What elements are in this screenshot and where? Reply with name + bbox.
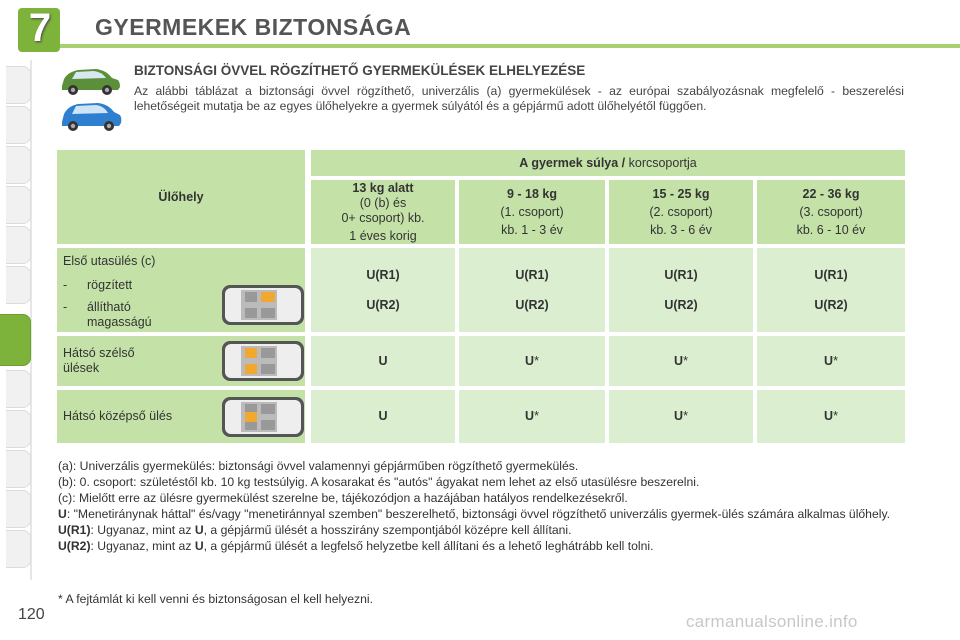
cell-star: * [683, 353, 688, 368]
intro-paragraph: Az alábbi táblázat a biztonsági övvel rögzíthető, univerzális (a) gyermekülések - az európai szabályozásnak megfelelő - beszerelési lehetőségeit mutatja be az egyes ülőhelyekre a gyermek súlyától és a gépjármű adott ülőhelyétől függően. [134, 84, 904, 113]
weight-col-title: 9 - 18 kg [506, 186, 558, 201]
row-sub-dash: - [63, 278, 68, 292]
chapter-tab[interactable] [6, 146, 31, 184]
note-ur2-text-b: , a gépjármű ülését a legfelső helyzetbe kell állítani és a lehető leghátrább kell tolni. [203, 539, 654, 553]
cell-rear-centre-0 [311, 390, 455, 443]
cell-value: U [378, 353, 388, 368]
cell-front-1 [459, 248, 605, 332]
weight-col-line: (1. csoport) [500, 204, 564, 219]
blue-car-icon [58, 100, 124, 132]
chapter-tab[interactable] [6, 106, 31, 144]
cell-value: U(R1) [515, 267, 549, 282]
row-label-main: Hátsó szélső ülések [63, 346, 135, 375]
header-rule [60, 44, 960, 48]
cell-star: * [833, 409, 838, 423]
cell-rear-outer-1 [459, 336, 605, 386]
cell-value: U(R2) [515, 297, 549, 312]
weight-col-line: (3. csoport) [799, 204, 863, 219]
note-ur1-text-b: , a gépjármű ülését a hosszirány szempontjából középre kell állítani. [203, 523, 572, 537]
chapter-tabs [0, 60, 32, 580]
note-ur2-text-a: : Ugyanaz, mint az [90, 539, 195, 553]
weight-col-title: 13 kg alatt [352, 180, 414, 195]
notes-block [58, 458, 906, 554]
footnote: * A fejtámlát ki kell venni és biztonságosan el kell helyezni. [58, 592, 374, 606]
note-u-label: U [58, 507, 67, 521]
cell-value: U [824, 409, 834, 423]
cell-value: U(R2) [366, 297, 400, 312]
weight-col-title: 15 - 25 kg [652, 186, 710, 201]
cell-rear-outer-0 [311, 336, 455, 386]
note-ur1-text-a: : Ugyanaz, mint az [90, 523, 195, 537]
note-ur2-u: U [194, 539, 204, 553]
chapter-tab[interactable] [6, 186, 31, 224]
page-header [0, 0, 960, 50]
cell-rear-outer-2 [609, 336, 753, 386]
weight-column-2 [609, 180, 753, 244]
cell-star: * [833, 353, 838, 368]
note-ur2-label: U(R2) [58, 539, 91, 553]
cell-rear-centre-3 [757, 390, 905, 443]
chapter-tab[interactable] [6, 370, 31, 408]
chapter-tab-active[interactable] [0, 314, 31, 366]
chapter-tab[interactable] [6, 490, 31, 528]
weight-col-line: 1 éves korig [349, 228, 417, 243]
row-label-main: Első utasülés (c) [63, 254, 156, 268]
weight-column-1 [459, 180, 605, 244]
child-seat-table [57, 150, 905, 443]
cell-front-3 [757, 248, 905, 332]
cell-front-0 [311, 248, 455, 332]
chapter-tab[interactable] [6, 266, 31, 304]
weight-col-title: 22 - 36 kg [802, 186, 860, 201]
cell-rear-centre-1 [459, 390, 605, 443]
note-u [58, 506, 906, 522]
cell-value: U(R1) [366, 267, 400, 282]
note-c: (c): Mielőtt erre az ülésre gyermekülést szerelne be, tájékozódjon a hazájában hatályos rendelkezésekről. [58, 491, 628, 505]
row-sub-label: rögzített [87, 278, 133, 292]
weight-header-bold: A gyermek súlya / [519, 155, 626, 170]
cell-value: U(R1) [664, 267, 698, 282]
row-label-main: Hátsó középső ülés [63, 409, 173, 423]
section-title: BIZTONSÁGI ÖVVEL RÖGZÍTHETŐ GYERMEKÜLÉSEK ELHELYEZÉSE [134, 63, 586, 78]
chapter-tab[interactable] [6, 410, 31, 448]
weight-col-line: kb. 3 - 6 év [650, 222, 712, 237]
weight-col-line: (0 (b) és [359, 195, 407, 210]
cell-value: U [378, 409, 388, 423]
note-ur1-label: U(R1) [58, 523, 91, 537]
chapter-tab[interactable] [6, 450, 31, 488]
seat-header-label: Ülőhely [158, 189, 204, 204]
cell-value: U(R2) [664, 297, 698, 312]
note-a: (a): Univerzális gyermekülés: biztonsági övvel valamennyi gépjárműben rögzíthető gyermekülés. [58, 459, 579, 473]
chapter-number: 7 [28, 6, 52, 50]
cell-rear-centre-2 [609, 390, 753, 443]
car-top-view-rear-outer-icon [221, 340, 305, 382]
row-sub-item [63, 300, 177, 330]
chapter-tab[interactable] [6, 530, 31, 568]
cell-rear-outer-3 [757, 336, 905, 386]
note-u-text: : "Menetiránynak háttal" és/vagy "menetiránnyal szemben" beszerelhető, biztonsági övvel rögzíthető univerzális gyermek-ülés számára alkalmas ülőhely. [66, 507, 891, 521]
chapter-tab[interactable] [6, 226, 31, 264]
car-top-view-rear-centre-icon [221, 396, 305, 438]
cell-value: U [824, 353, 834, 368]
row-sub-item [63, 278, 132, 293]
weight-col-line: kb. 1 - 3 év [501, 222, 563, 237]
weight-header-rest: korcsoportja [625, 155, 697, 170]
cell-value: U [674, 353, 684, 368]
note-ur2 [58, 538, 906, 554]
note-b: (b): 0. csoport: születéstől kb. 10 kg testsúlyig. A kosarakat és "autós" ágyakat nem lehet az első utasülésre beszerelni. [58, 475, 700, 489]
page-number: 120 [18, 606, 45, 623]
cell-star: * [683, 409, 688, 423]
note-ur1-u: U [194, 523, 204, 537]
weight-col-line: 0+ csoport) kb. [341, 210, 425, 225]
cell-value: U [525, 353, 535, 368]
watermark: carmanualsonline.info [686, 612, 858, 631]
cell-value: U [525, 409, 535, 423]
seat-column-header [57, 150, 305, 244]
weight-header [311, 150, 905, 176]
page-title: GYERMEKEK BIZTONSÁGA [95, 14, 412, 40]
cell-star: * [534, 409, 539, 423]
cell-value: U(R2) [814, 297, 848, 312]
chapter-tab[interactable] [6, 66, 31, 104]
weight-column-0 [311, 180, 455, 244]
weight-col-line: (2. csoport) [649, 204, 713, 219]
cell-star: * [534, 353, 539, 368]
row-sub-label: állítható magasságú [87, 300, 152, 329]
car-top-view-front-seat-icon [221, 284, 305, 326]
cell-front-2 [609, 248, 753, 332]
cell-value: U(R1) [814, 267, 848, 282]
note-ur1 [58, 522, 906, 538]
cell-value: U [674, 409, 684, 423]
green-car-icon [58, 66, 122, 96]
row-sub-dash: - [63, 300, 68, 314]
weight-column-3 [757, 180, 905, 244]
weight-col-line: kb. 6 - 10 év [796, 222, 866, 237]
